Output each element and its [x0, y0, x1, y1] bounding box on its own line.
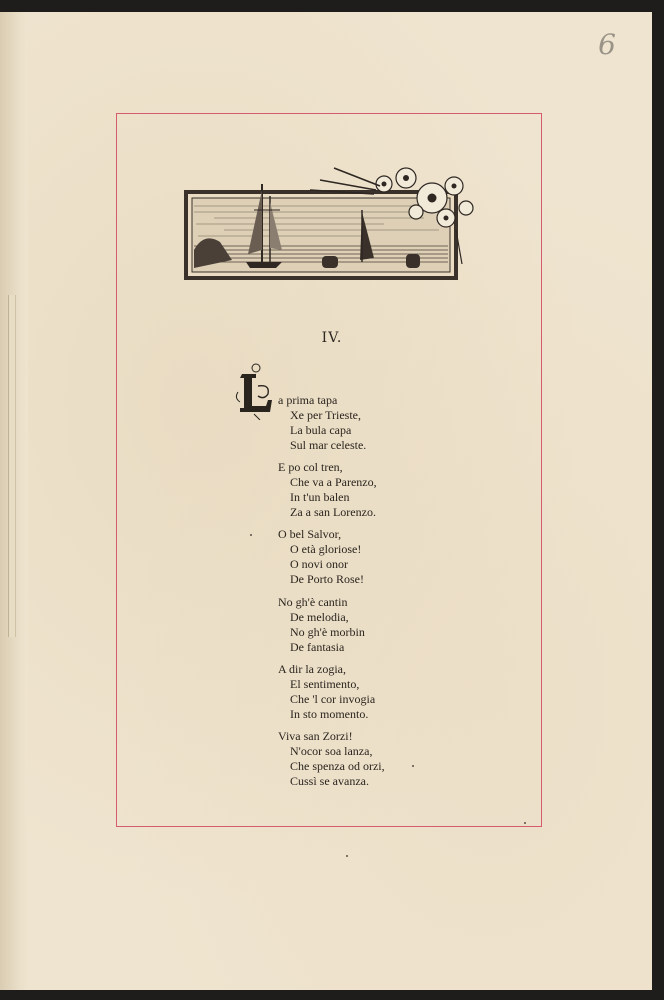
speck [412, 765, 414, 767]
poem-line: O novi onor [290, 557, 348, 571]
poem-line: O età gloriose! [290, 542, 362, 556]
section-numeral: IV. [321, 330, 343, 346]
speck [346, 855, 348, 857]
poem-line: a prima tapa [278, 393, 338, 407]
poem-line: No gh'è cantin [278, 595, 348, 609]
poem-line: O bel Salvor, [278, 527, 342, 541]
poem-line: El sentimento, [290, 677, 360, 691]
speck [250, 534, 252, 536]
ornate-initial-L-icon [234, 362, 278, 420]
poem-line: In sto momento. [290, 707, 369, 721]
poem-line: N'ocor soa lanza, [290, 744, 373, 758]
poem-line: Xe per Trieste, [290, 408, 361, 422]
poem-line: No gh'è morbin [290, 625, 365, 639]
poem-line: Cussì se avanza. [290, 774, 369, 788]
poem-line: De Porto Rose! [290, 572, 364, 586]
poem-line: Che 'l cor invogia [290, 692, 376, 706]
poem-line: A dir la zogia, [278, 662, 346, 676]
page-number: 6 [598, 28, 616, 61]
poem-line: In t'un balen [290, 490, 350, 504]
poem-line: Che va a Parenzo, [290, 475, 377, 489]
poem-line: Viva san Zorzi! [278, 729, 353, 743]
poem-line: E po col tren, [278, 460, 343, 474]
harbor-vignette-icon [184, 150, 478, 280]
binding-stitch [8, 295, 16, 637]
poem-line: Sul mar celeste. [290, 438, 367, 452]
poem-line: De melodia, [290, 610, 349, 624]
poem-line: De fantasia [290, 640, 345, 654]
speck [524, 822, 526, 824]
poem-line: Za a san Lorenzo. [290, 505, 376, 519]
binding-gutter [0, 12, 28, 990]
svg-text:L: L [256, 394, 257, 395]
poem-line: Che spenza od orzi, [290, 759, 385, 773]
poem-line: La bula capa [290, 423, 352, 437]
